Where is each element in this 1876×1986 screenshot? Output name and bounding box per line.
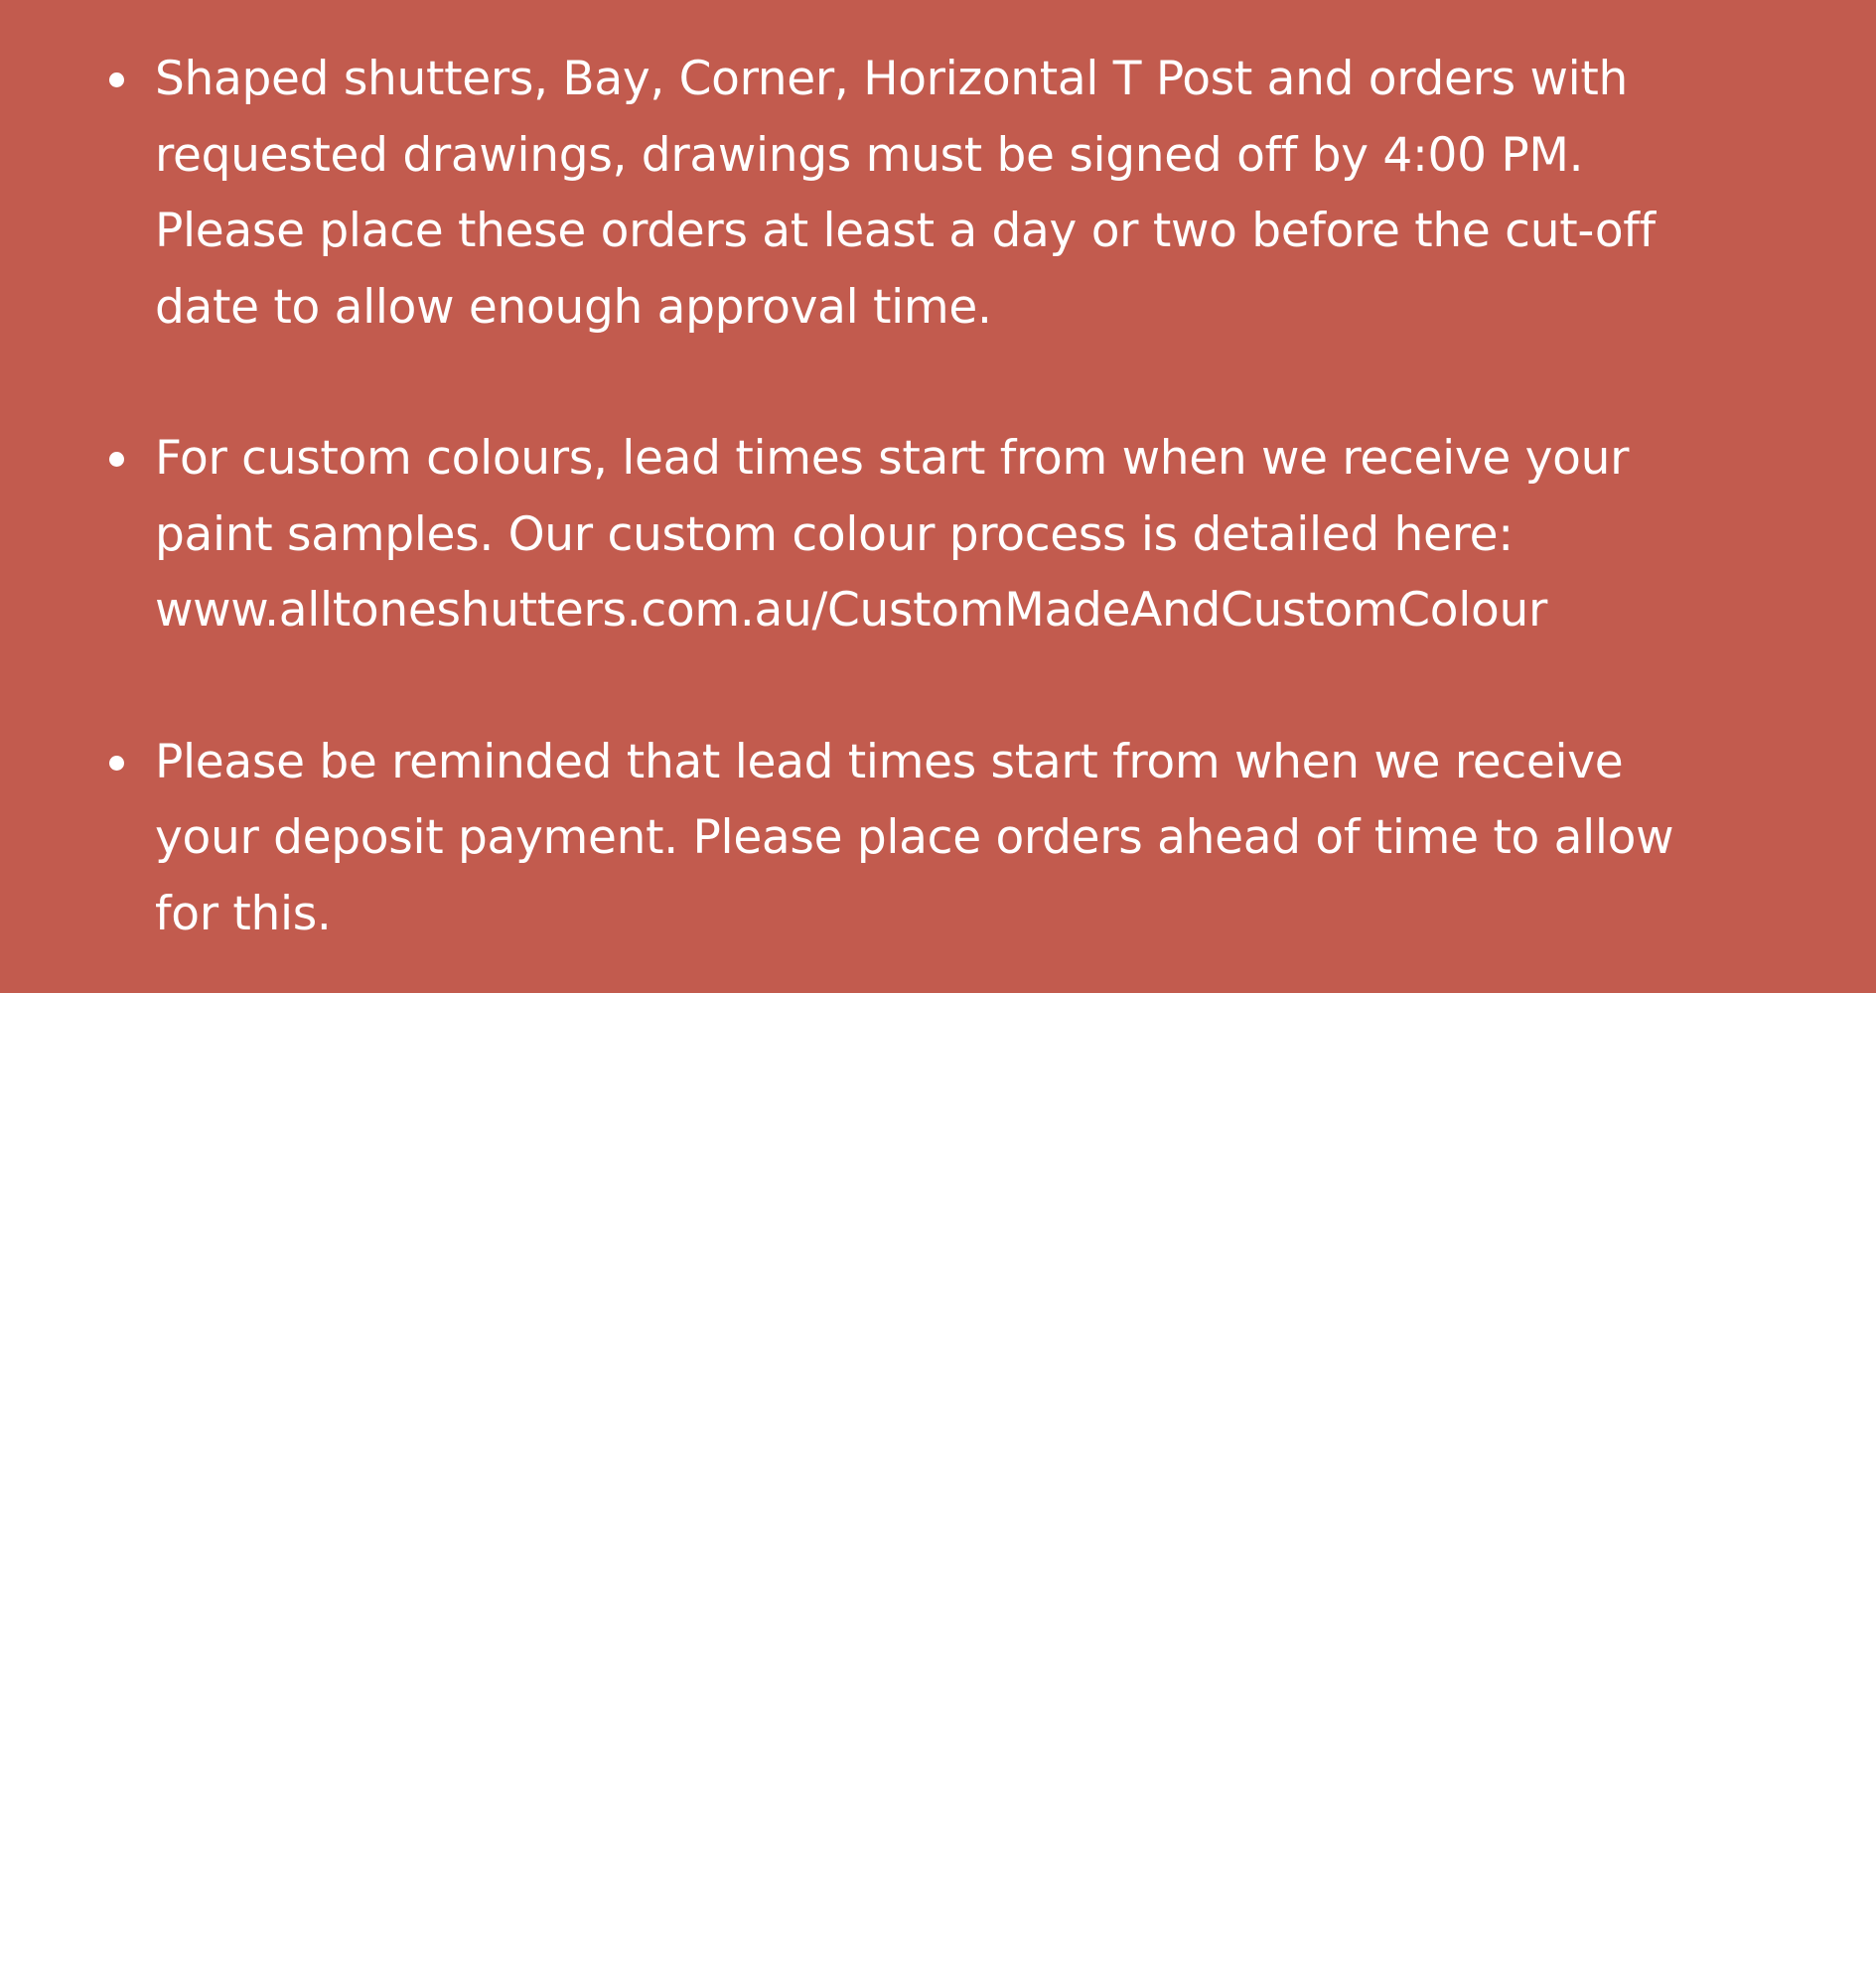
notice-line: for this. (155, 886, 332, 941)
notice-drawings-signoff (0, 42, 1876, 346)
notice-line: requested drawings, drawings must be signed off by 4:00 PM. (155, 127, 1584, 183)
bullet-icon (109, 72, 124, 87)
notice-line: For custom colours, lead times start from when we receive your (155, 431, 1630, 486)
bullet-icon (109, 452, 124, 467)
notice-line: date to allow enough approval time. (155, 279, 992, 335)
blank-area (0, 993, 1876, 1986)
notice-line: Please place these orders at least a day or two before the cut-off (155, 204, 1656, 258)
notice-deposit-payment (0, 725, 1876, 953)
notice-line: your deposit payment. Please place orders ahead of time to allow (155, 810, 1674, 865)
notice-list (0, 42, 1876, 952)
notice-line: Please be reminded that lead times start from when we receive (155, 734, 1624, 789)
notice-line: Shaped shutters, Bay, Corner, Horizontal T Post and orders with (155, 52, 1628, 106)
custom-colour-url: www.alltoneshutters.com.au/CustomMadeAndCustomColour (155, 583, 1547, 638)
bullet-icon (109, 756, 124, 771)
notice-line: paint samples. Our custom colour process is detailed here: (155, 506, 1514, 562)
notice-custom-colours (0, 421, 1876, 649)
